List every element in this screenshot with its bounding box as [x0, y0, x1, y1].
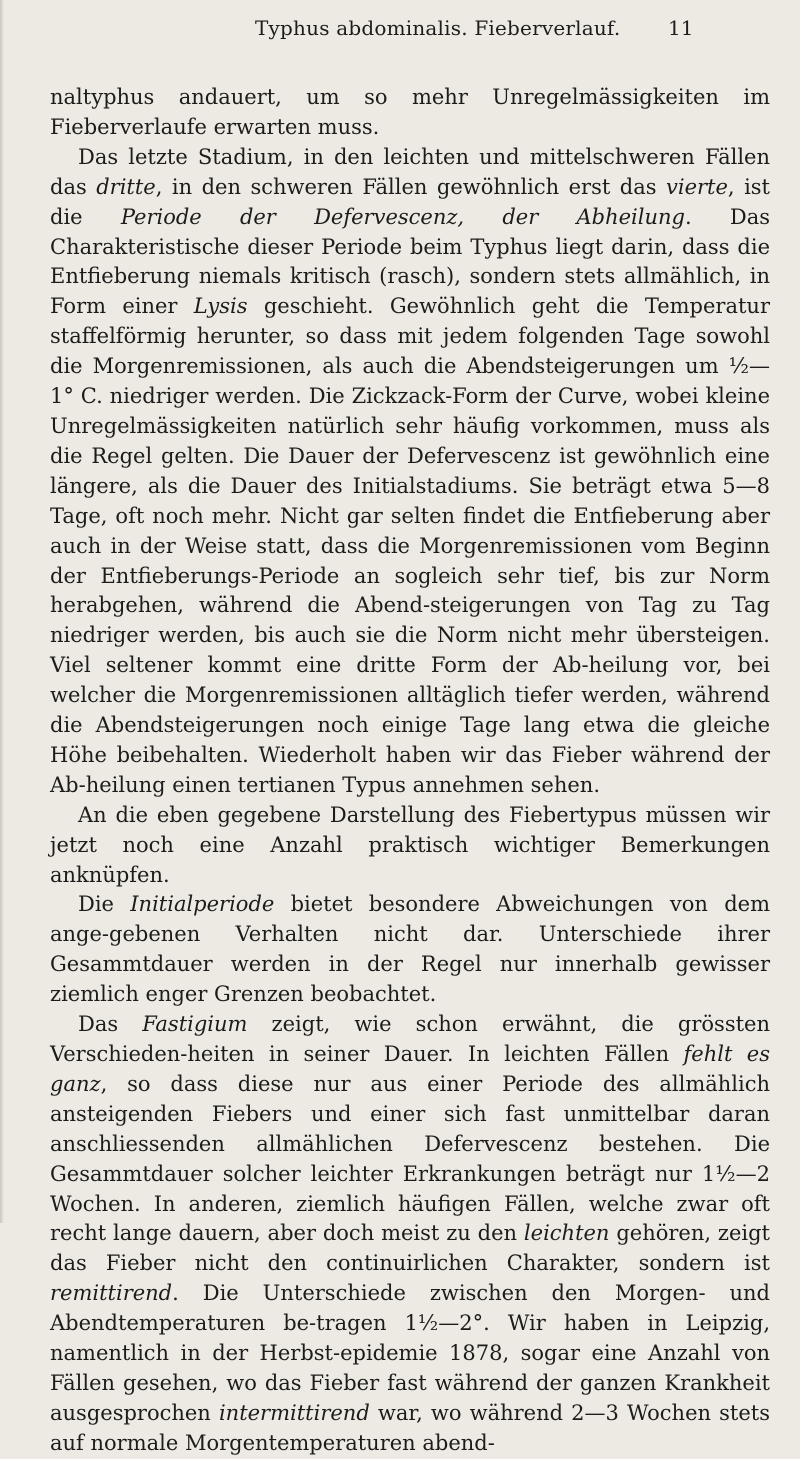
text-run: An die eben gegebene Darstellung des Fiebertypus müssen wir jetzt noch eine Anzahl praktisch wichtiger Bemerkungen anknüpfen. — [50, 802, 770, 887]
paragraph — [50, 801, 770, 891]
page-edge-shadow — [0, 0, 4, 1223]
emphasized-text: Initialperiode — [130, 892, 275, 917]
emphasized-text: remittirend — [50, 1281, 173, 1306]
text-run: , in den schweren Fällen gewöhnlich erst das — [155, 174, 666, 199]
text-run: Das letzte Stadium, in den leichten und mittelschweren Fällen das — [50, 144, 770, 199]
emphasized-text: fehlt es ganz — [50, 1042, 770, 1096]
text-run: Das — [78, 1012, 143, 1037]
text-run: geschieht. Gewöhnlich geht die Temperatur staffelförmig herunter, so dass mit jedem folgenden Tage sowohl die Morgenremissionen, als auch die Abendsteigerungen um ½—1° C. niedriger werden. Die Zickzack-Form der Curve, wobei kleine Unregelmässigkeiten natürlich sehr häufig vorkommen, muss als die Regel gelten. Die Dauer der Defervescenz ist gewöhnlich eine längere, als die Dauer des Initialstadiums. Sie beträgt etwa 5—8 Tage, oft noch mehr. Nicht gar selten findet die Entfieberung aber auch in der Weise statt, dass die Morgenremissionen vom Beginn der Entfieberungs-Periode an sogleich sehr tief, bis zur Norm herabgehen, während die Abend-steigerungen von Tag zu Tag niedriger werden, bis auch sie die Norm nicht mehr übersteigen. Viel seltener kommt eine dritte Form der Ab-heilung vor, bei welcher die Morgenremissionen alltäglich tiefer werden, während die Abendsteigerungen noch einige Tage lang etwa die gleiche Höhe beibehalten. Wiederholt haben wir das Fieber während der Ab-heilung einen tertianen Typus annehmen sehen. — [50, 294, 770, 797]
page-number: 11 — [668, 16, 694, 40]
text-run: naltyphus andauert, um so mehr Unregelmässigkeiten im Fieberverlaufe erwarten muss. — [50, 85, 770, 139]
paragraph — [50, 1010, 770, 1459]
emphasized-text: Lysis — [193, 294, 248, 319]
emphasized-text: leichten — [523, 1221, 610, 1246]
emphasized-text: dritte — [96, 174, 156, 199]
text-run: , ist die — [50, 174, 770, 229]
emphasized-text: Fastigium — [142, 1012, 248, 1037]
text-run: zeigt, wie schon erwähnt, die grössten Verschieden-heiten in seiner Dauer. In leichten Fällen — [50, 1012, 771, 1066]
page-header — [0, 14, 800, 74]
text-run: Die — [78, 892, 131, 917]
text-run: bietet besondere Abweichungen von dem ange-gebenen Verhalten nicht dar. Unterschiede ihrer Gesammtdauer werden in der Regel nur innerhalb gewisser ziemlich enger Grenzen beobachtet. — [50, 892, 770, 1007]
text-run: , so dass diese nur aus einer Periode des allmählich ansteigenden Fiebers und einer sich fast unmittelbar daran anschliessenden allmählichen Defervescenz bestehen. Die Gesammtdauer solcher leichter Erkrankungen beträgt nur 1½—2 Wochen. In anderen, ziemlich häufigen Fällen, welche zwar oft recht lange dauern, aber doch meist zu den — [50, 1071, 770, 1246]
text-run: . Die Unterschiede zwischen den Morgen- und Abendtemperaturen be-tragen 1½—2°. Wir haben in Leipzig, namentlich in der Herbst-epidemie 1878, sogar eine Anzahl von Fällen gesehen, wo das Fieber fast während der ganzen Krankheit ausgesprochen — [50, 1281, 770, 1425]
paragraph — [50, 143, 770, 801]
text-run: gehören, zeigt das Fieber nicht den continuirlichen Charakter, sondern ist — [50, 1221, 770, 1276]
text-run: war, wo während 2—3 Wochen stets auf normale Morgentemperaturen abend- — [50, 1400, 770, 1455]
running-title: Typhus abdominalis. Fieberverlauf. — [255, 16, 621, 40]
emphasized-text: intermittirend — [218, 1400, 370, 1425]
emphasized-text: Periode der Defervescenz, der Abheilung — [120, 204, 685, 229]
text-run: . Das Charakteristische dieser Periode beim Typhus liegt darin, dass die Entfieberung niemals kritisch (rasch), sondern stets allmählich, in Form einer — [50, 204, 771, 319]
paragraph — [50, 83, 770, 143]
emphasized-text: vierte — [666, 174, 728, 199]
paragraph — [50, 890, 770, 1010]
body-text — [50, 83, 770, 1459]
